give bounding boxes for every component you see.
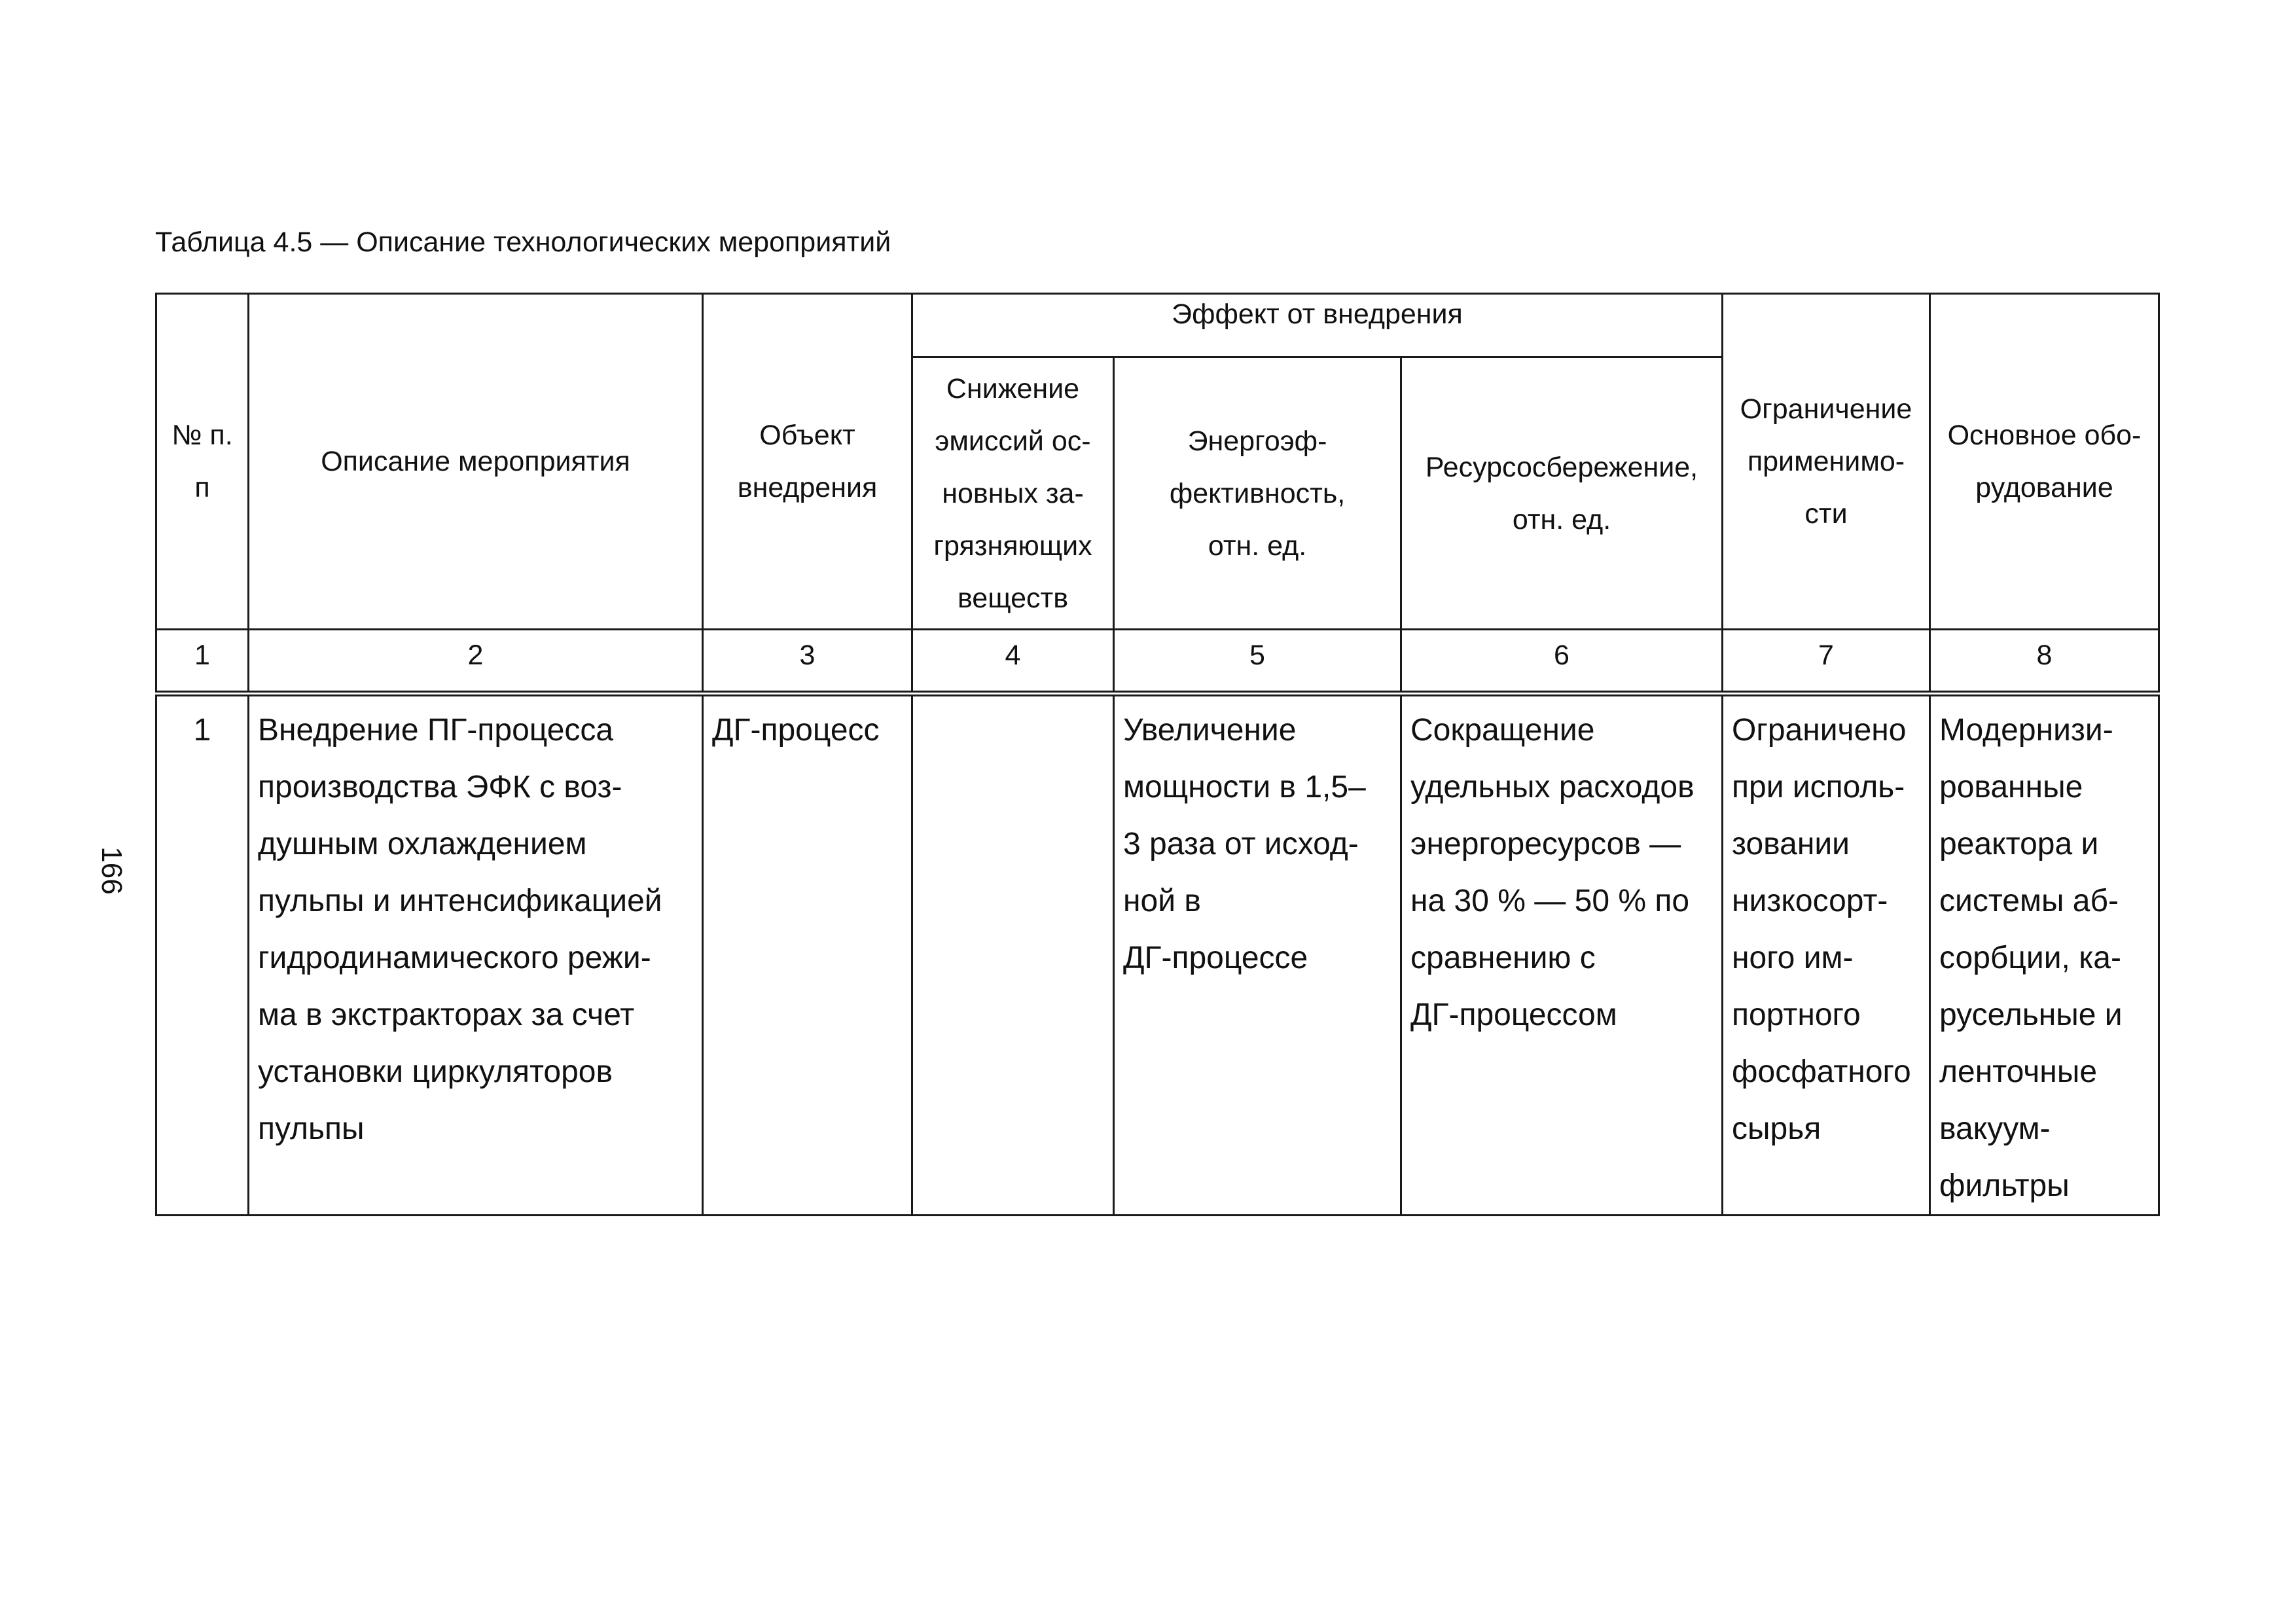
text-line: эмиссий ос- bbox=[935, 425, 1091, 457]
text-line: п bbox=[194, 472, 210, 503]
page-number: 166 bbox=[96, 846, 128, 895]
text-line: ного им- bbox=[1732, 941, 1854, 975]
text-line: № п. bbox=[171, 420, 233, 451]
text-line: портного bbox=[1732, 998, 1861, 1032]
text-line: веществ bbox=[957, 582, 1069, 614]
header-emissions bbox=[912, 357, 1114, 630]
resources-cell bbox=[1401, 694, 1723, 1216]
text-line: Объект bbox=[759, 420, 855, 451]
energy-cell bbox=[1114, 694, 1401, 1216]
emissions-cell bbox=[912, 694, 1114, 1216]
text-line: сырья bbox=[1732, 1111, 1821, 1146]
object-cell bbox=[703, 694, 912, 1216]
text-line: реактора и bbox=[1939, 827, 2099, 861]
column-number: 3 bbox=[703, 630, 912, 694]
text-line: пульпы и интенсификацией bbox=[258, 884, 662, 918]
text-line: внедрения bbox=[737, 472, 878, 503]
text-line: Основное обо- bbox=[1947, 420, 2142, 451]
header-resources bbox=[1401, 357, 1723, 630]
text-line: низкосорт- bbox=[1732, 884, 1888, 918]
text-line: Внедрение ПГ-процесса bbox=[258, 713, 614, 748]
text-line: Ограничено bbox=[1732, 713, 1907, 748]
text-line: фосфатного bbox=[1732, 1055, 1911, 1089]
description-cell bbox=[249, 694, 703, 1216]
header-number bbox=[156, 294, 249, 630]
text-line: на 30 % — 50 % по bbox=[1410, 884, 1690, 918]
header-limitations bbox=[1723, 294, 1930, 630]
column-number: 4 bbox=[912, 630, 1114, 694]
text-line: ДГ-процессом bbox=[1410, 998, 1617, 1032]
header-energy bbox=[1114, 357, 1401, 630]
text-line: 3 раза от исход- bbox=[1123, 827, 1359, 861]
text-line: Снижение bbox=[946, 372, 1080, 405]
text-line: сорбции, ка- bbox=[1939, 941, 2121, 975]
text-line: применимо- bbox=[1747, 446, 1905, 477]
text-line: душным охлаждением bbox=[258, 827, 587, 861]
column-number: 6 bbox=[1401, 630, 1723, 694]
text-line: ма в экстракторах за счет bbox=[258, 998, 635, 1032]
limitations-cell bbox=[1723, 694, 1930, 1216]
text-line: энергоресурсов — bbox=[1410, 827, 1681, 861]
equipment-cell bbox=[1930, 694, 2159, 1216]
text-line: мощности в 1,5– bbox=[1123, 770, 1366, 804]
text-line: грязняющих bbox=[933, 530, 1092, 562]
column-number: 8 bbox=[1930, 630, 2159, 694]
text-line: установки циркуляторов bbox=[258, 1055, 613, 1089]
text-line: вакуум- bbox=[1939, 1111, 2051, 1146]
text-line: русельные и bbox=[1939, 998, 2123, 1032]
text-line: Сокращение bbox=[1410, 713, 1595, 748]
text-line: при исполь- bbox=[1732, 770, 1905, 804]
text-line: Описание мероприятия bbox=[321, 446, 630, 477]
text-line: Ограничение bbox=[1740, 393, 1912, 425]
text-line: ДГ-процесс bbox=[712, 713, 880, 748]
text-line: Ресурсосбережение, bbox=[1425, 451, 1698, 483]
column-number: 7 bbox=[1723, 630, 1930, 694]
header-object bbox=[703, 294, 912, 630]
text-line: ной в bbox=[1123, 884, 1201, 918]
text-line: удельных расходов bbox=[1410, 770, 1695, 804]
column-number: 5 bbox=[1114, 630, 1401, 694]
column-number: 1 bbox=[156, 630, 249, 694]
text-line: фильтры bbox=[1939, 1168, 2070, 1203]
text-line: производства ЭФК с воз- bbox=[258, 770, 622, 804]
text-line: отн. ед. bbox=[1512, 503, 1611, 535]
text-line: сти bbox=[1804, 498, 1848, 530]
row-number-cell: 1 bbox=[156, 694, 249, 1216]
text-line: зовании bbox=[1732, 827, 1850, 861]
header-effect-group: Эффект от внедрения bbox=[912, 294, 1723, 357]
text-line: пульпы bbox=[258, 1111, 365, 1146]
text-line: Модернизи- bbox=[1939, 713, 2113, 748]
table-caption: Таблица 4.5 — Описание технологических мероприятий bbox=[155, 226, 891, 258]
column-numbers-row bbox=[156, 630, 2159, 694]
text-line: отн. ед. bbox=[1208, 530, 1307, 562]
table-row bbox=[156, 694, 2159, 1216]
text-line: гидродинамического режи- bbox=[258, 941, 651, 975]
text-line: фективность, bbox=[1169, 477, 1346, 509]
column-number: 2 bbox=[249, 630, 703, 694]
text-line: Увеличение bbox=[1123, 713, 1297, 748]
text-line: новных за- bbox=[942, 477, 1084, 509]
text-line: ДГ-процессе bbox=[1123, 941, 1308, 975]
header-description bbox=[249, 294, 703, 630]
text-line: сравнению с bbox=[1410, 941, 1596, 975]
header-equipment bbox=[1930, 294, 2159, 630]
text-line: рованные bbox=[1939, 770, 2083, 804]
measures-table bbox=[155, 293, 2160, 1216]
text-line: ленточные bbox=[1939, 1055, 2098, 1089]
text-line: рудование bbox=[1975, 472, 2113, 503]
text-line: системы аб- bbox=[1939, 884, 2119, 918]
text-line: Энергоэф- bbox=[1187, 425, 1327, 457]
